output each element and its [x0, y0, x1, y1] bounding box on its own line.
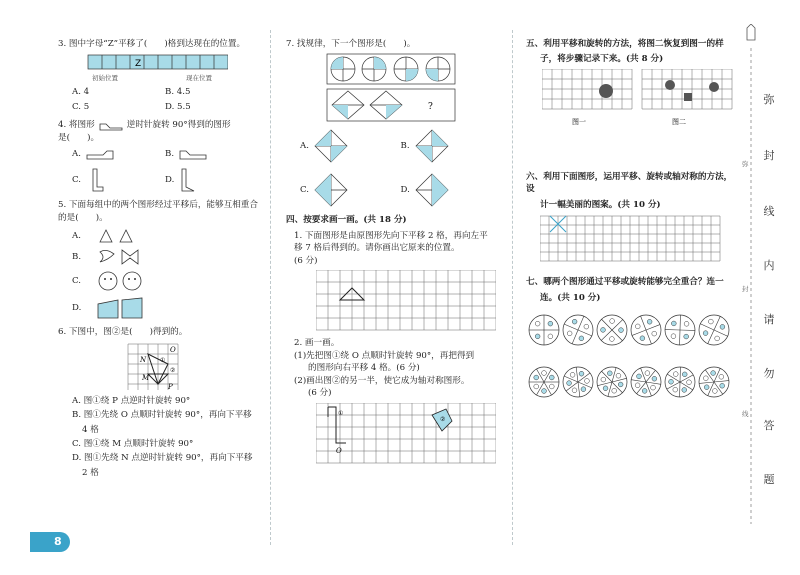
margin-char-1: 弥: [763, 93, 775, 106]
margin-char-5: 请: [763, 313, 775, 326]
margin-char-2: 封: [763, 149, 775, 162]
sec4-p2: 2. 画一画。: [294, 338, 340, 349]
pattern-wheel[interactable]: [665, 315, 695, 345]
q4-option-a[interactable]: A.: [72, 147, 165, 161]
sec5-fig2-label: 图二: [672, 117, 686, 126]
column-3: [526, 38, 736, 408]
q7-option-c[interactable]: C.: [300, 172, 401, 208]
q4-option-c[interactable]: C.: [72, 167, 165, 193]
q5-option-c[interactable]: C.: [72, 270, 258, 292]
question-7: [286, 38, 501, 208]
q6-label-p: P: [168, 382, 173, 391]
section-5: [526, 38, 736, 127]
sec5-fig1-label: 图一: [572, 117, 586, 126]
q4-option-b[interactable]: B.: [165, 147, 258, 161]
raccoon-icon: [599, 84, 613, 98]
q3-options: [72, 86, 258, 113]
margin-small-1: 弥: [742, 160, 749, 168]
margin-char-3: 线: [763, 205, 775, 218]
pattern-wheel[interactable]: [563, 315, 593, 345]
column-divider-2: [512, 30, 513, 545]
question-6: [58, 326, 258, 479]
sec4-label-2: ②: [440, 415, 446, 423]
sec4-p2b-line2: (6 分): [308, 388, 332, 399]
q6-label-o: O: [170, 345, 176, 354]
sec7-circles[interactable]: [526, 308, 736, 408]
pattern-wheel[interactable]: [529, 315, 559, 345]
q7-option-b[interactable]: B.: [401, 128, 502, 164]
section-4: [286, 214, 501, 466]
question-3: [58, 38, 258, 113]
pattern-wheel[interactable]: [699, 367, 729, 397]
q5-text: 5. 下面每组中的两个图形经过平移后，能够互相重合的是( )。: [58, 200, 258, 223]
q3-text: 3. 图中字母“Z”平移了( )格到达现在的位置。: [58, 39, 246, 49]
q5-option-a[interactable]: A.: [72, 228, 258, 244]
margin-char-7: 答: [763, 419, 775, 432]
q3-letter: Z: [135, 59, 142, 70]
pattern-wheel[interactable]: [597, 367, 627, 397]
sec5-title-line2: 子，将步骤记录下来。(共 8 分): [540, 54, 664, 65]
q6-label-n: N: [140, 355, 147, 364]
sec4-label-o: O: [336, 446, 342, 455]
q6-option-c[interactable]: C. 图①绕 M 点顺时针旋转 90°: [72, 438, 194, 449]
q3-option-d[interactable]: D. 5.5: [165, 101, 191, 112]
pattern-wheel[interactable]: [631, 367, 661, 397]
question-5: [58, 199, 258, 320]
column-1: [58, 38, 258, 485]
raccoon-body-icon: [684, 93, 692, 101]
sec7-title-line2: 连。(共 10 分): [540, 292, 601, 303]
q7-options: [300, 128, 501, 208]
section-6: [526, 171, 736, 270]
q7-question-mark: ?: [428, 102, 433, 113]
sec4-p1-line2: 移 7 格后得到的。请你画出它原来的位置。: [294, 243, 460, 254]
margin-char-4: 内: [763, 259, 775, 272]
q4-text-b: 逆时针旋转 90°得到的图形: [126, 120, 231, 131]
question-4: [58, 119, 258, 193]
sec5-figures: [542, 69, 742, 127]
q6-option-b[interactable]: B. 图①先绕 O 点顺时针旋转 90°，再向下平移: [72, 410, 252, 421]
sec6-title-line1: 六、利用下面图形，运用平移、旋转或轴对称的方法，设: [526, 171, 733, 195]
pattern-wheel[interactable]: [563, 367, 593, 397]
q3-label-start: 初始位置: [92, 74, 118, 83]
q4-option-d[interactable]: D.: [165, 167, 258, 193]
q6-label-2: ②: [170, 366, 176, 374]
sec4-grid-2[interactable]: [316, 403, 496, 467]
q6-text: 6. 下图中，图②是( )得到的。: [58, 327, 188, 338]
q5-option-b[interactable]: B.: [72, 248, 258, 266]
sec4-title: 四、按要求画一画。(共 18 分): [286, 215, 407, 226]
raccoon-head-icon: [665, 80, 675, 90]
raccoon-tail-icon: [709, 82, 719, 92]
section-7: [526, 276, 736, 408]
sec7-title-line1: 七、哪两个图形通过平移或旋转能够完全重合？连一: [526, 277, 724, 288]
q3-option-a[interactable]: A. 4: [72, 87, 90, 98]
q6-option-a[interactable]: A. 图①绕 P 点逆时针旋转 90°: [72, 395, 191, 406]
page-number: 8: [30, 532, 70, 552]
margin-small-2: 封: [742, 285, 749, 293]
sec4-label-1: ①: [338, 409, 344, 417]
q7-pattern-row-2: [326, 88, 456, 122]
q6-label-1: ①: [160, 356, 166, 364]
q6-option-b-cont: 4 格: [82, 424, 99, 435]
pattern-wheel[interactable]: [529, 367, 559, 397]
q6-option-d-cont: 2 格: [82, 467, 99, 478]
margin-char-8: 题: [763, 473, 775, 486]
column-2: [286, 38, 501, 470]
margin-small-3: 线: [742, 410, 749, 418]
q6-label-m: M: [142, 373, 150, 382]
pattern-wheel[interactable]: [597, 315, 627, 345]
margin-char-6: 勿: [763, 367, 775, 380]
q5-option-d[interactable]: D.: [72, 296, 258, 320]
q7-option-d[interactable]: D.: [401, 172, 502, 208]
q4-options: [72, 147, 258, 193]
q7-option-a[interactable]: A.: [300, 128, 401, 164]
sec4-grid-1[interactable]: [316, 270, 496, 334]
rocket-icon: [747, 24, 755, 40]
q6-grid-figure: [118, 342, 248, 392]
sec5-title-line1: 五、利用平移和旋转的方法，将图二恢复到图一的样: [526, 39, 724, 49]
q3-strip-figure: [68, 53, 228, 83]
q4-text-a: 4. 将图形: [58, 120, 95, 131]
sec6-design-grid[interactable]: [540, 214, 740, 270]
q4-shape-icon: [98, 120, 124, 132]
q6-option-d[interactable]: D. 图①先绕 N 点逆时针旋转 90°，再向下平移: [72, 453, 253, 464]
sec6-title-line2: 计一幅美丽的图案。(共 10 分): [540, 199, 661, 210]
sec4-p2a-line1: (1)先把图①绕 O 点顺时针旋转 90°，再把得到: [294, 350, 475, 361]
sec4-p2b-line1: (2)画出图②的另一半，使它成为轴对称图形。: [294, 375, 470, 386]
sec4-p1-line1: 1. 下面图形是由原图形先向下平移 2 格，再向左平: [294, 230, 488, 241]
q4-text-c: 是( )。: [58, 132, 100, 143]
q3-option-c[interactable]: C. 5: [72, 101, 90, 112]
pattern-wheel[interactable]: [665, 367, 695, 397]
pattern-wheel[interactable]: [699, 315, 729, 345]
sec4-p2a-line2: 的图形向右平移 4 格。(6 分): [308, 363, 420, 374]
q3-label-end: 现在位置: [186, 74, 212, 83]
q7-text: 7. 找规律，下一个图形是( )。: [286, 39, 416, 49]
q7-pattern-row-1: [326, 53, 456, 85]
pattern-wheel[interactable]: [631, 315, 661, 345]
column-divider-1: [270, 30, 271, 545]
q3-option-b[interactable]: B. 4.5: [165, 87, 191, 98]
sec4-p1-line3: (6 分): [294, 255, 318, 266]
